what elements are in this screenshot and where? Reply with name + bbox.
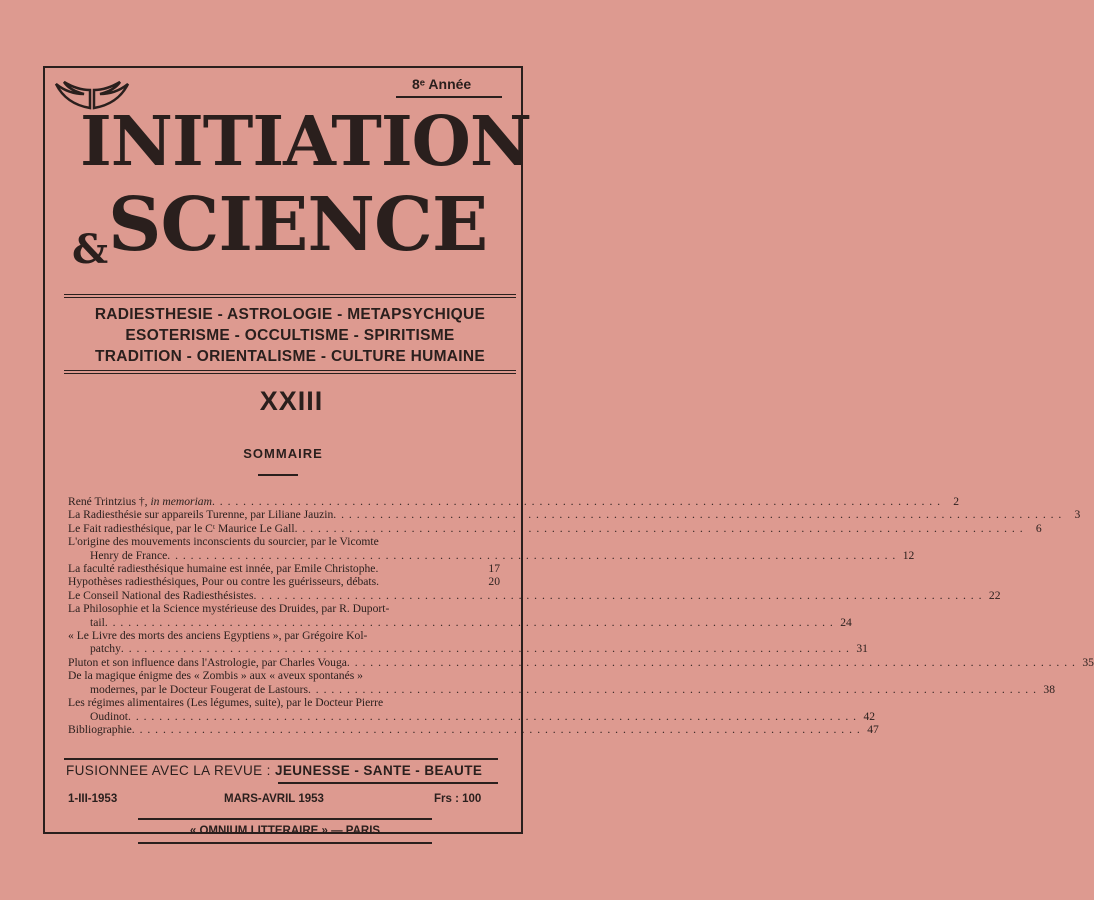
toc-page-number: 38 xyxy=(1043,682,1055,696)
contents-heading: SOMMAIRE xyxy=(243,446,323,461)
toc-entry[interactable] xyxy=(68,521,1042,535)
toc-page-number: 35 xyxy=(1082,655,1094,669)
toc-entry-title-line[interactable]: De la magique énigme des « Zombis » aux « aveux spontanés » xyxy=(68,669,363,683)
leader-dots xyxy=(308,683,1037,696)
toc-entry[interactable] xyxy=(68,722,879,736)
publisher-banner xyxy=(138,818,432,844)
subject-line: TRADITION - ORIENTALISME - CULTURE HUMAINE xyxy=(94,348,486,365)
toc-page-number: 6 xyxy=(1035,521,1042,535)
toc-entry-title-line[interactable]: L'origine des mouvements inconscients du sourcier, par le Vicomte xyxy=(68,535,379,549)
contents-heading-underline xyxy=(258,474,298,476)
leader-dots xyxy=(347,656,1076,669)
toc-entry[interactable] xyxy=(68,655,1094,669)
leader-dots xyxy=(295,522,1024,535)
toc-page-number: 12 xyxy=(902,548,915,562)
issue-date: 1-III-1953 xyxy=(68,793,118,805)
subject-line: ESOTERISME - OCCULTISME - SPIRITISME xyxy=(125,327,455,344)
toc-entry-title: Henry de France xyxy=(90,548,168,562)
leader-dots xyxy=(105,616,834,629)
toc-entry-title: René Trintzius †, xyxy=(68,495,151,508)
leader-dots xyxy=(212,495,941,508)
toc-entry[interactable] xyxy=(68,615,852,629)
divider-bottom xyxy=(64,370,516,374)
toc-entry[interactable] xyxy=(68,548,915,562)
leader-dots xyxy=(167,549,896,562)
masthead-title-line1: INITIATION xyxy=(80,102,532,182)
toc-entry-title-line[interactable]: « Le Livre des morts des anciens Egyptiens », par Grégoire Kol- xyxy=(68,629,368,643)
toc-entry[interactable] xyxy=(68,562,500,575)
toc-page-number: 2 xyxy=(953,495,959,508)
toc-page-number: 24 xyxy=(840,615,852,629)
toc-entry-title: Bibliographie xyxy=(68,722,132,736)
toc-entry-title-italic: in memoriam xyxy=(150,495,212,508)
edition-underline xyxy=(396,96,502,98)
toc-entry-title: modernes, par le Docteur Fougerat de Lastours xyxy=(90,682,308,696)
leader-dots xyxy=(128,710,857,723)
divider-top xyxy=(64,294,516,298)
toc-entry-title: Le Fait radiesthésique, par le Cᵗ Maurice Le Gall xyxy=(68,521,295,535)
leader-dots xyxy=(333,508,1062,521)
toc-entry[interactable] xyxy=(68,642,868,656)
merged-titles-underline xyxy=(278,782,498,784)
toc-entry[interactable] xyxy=(68,508,1081,522)
masthead-title-line2: SCIENCE xyxy=(108,182,488,268)
edition-year: 8ᵉ Année xyxy=(412,76,472,92)
table-of-contents xyxy=(68,495,1094,736)
toc-entry[interactable] xyxy=(68,682,1055,696)
toc-entry-title-line[interactable]: Les régimes alimentaires (Les légumes, suite), par le Docteur Pierre xyxy=(68,696,384,710)
toc-entry-title: Le Conseil National des Radiesthésistes xyxy=(68,588,254,602)
price: Frs : 100 xyxy=(434,793,482,805)
toc-entry-title: tail xyxy=(90,615,105,629)
toc-entry[interactable] xyxy=(68,495,959,508)
footer-divider xyxy=(64,758,498,760)
toc-entry[interactable] xyxy=(68,588,1001,602)
subject-line: RADIESTHESIE - ASTROLOGIE - METAPSYCHIQUE xyxy=(94,306,486,323)
toc-entry-title: La Radiesthésie sur appareils Turenne, par Liliane Jauzin xyxy=(68,508,334,522)
toc-entry-title-line[interactable]: La Philosophie et la Science mystérieuse des Druides, par R. Duport- xyxy=(68,602,390,616)
toc-entry-title: Pluton et son influence dans l'Astrologie, par Charles Vouga xyxy=(68,655,347,669)
toc-page-number: 17 xyxy=(488,562,500,576)
toc-page-number: 47 xyxy=(867,722,879,736)
publisher-name: « OMNIUM LITTERAIRE » — PARIS xyxy=(189,825,381,837)
toc-page-number: 20 xyxy=(488,575,500,589)
leader-dots xyxy=(132,723,861,736)
leader-dots xyxy=(121,642,850,655)
toc-page-number: 22 xyxy=(988,588,1001,602)
toc-page-number: 42 xyxy=(863,709,876,723)
issue-period: MARS-AVRIL 1953 xyxy=(224,793,324,805)
toc-entry-title: patchy xyxy=(90,642,121,656)
merged-titles: JEUNESSE - SANTE - BEAUTE xyxy=(274,763,483,778)
toc-page-number: 31 xyxy=(856,642,868,656)
toc-entry-title: Oudinot xyxy=(90,709,129,723)
leader-dots xyxy=(253,589,982,602)
merged-notice xyxy=(66,763,482,778)
masthead-ampersand: & xyxy=(72,226,109,273)
issue-number: XXIII xyxy=(259,386,324,416)
toc-entry-title: La faculté radiesthésique humaine est innée, par Emile Christophe. xyxy=(68,562,379,576)
toc-page-number: 3 xyxy=(1074,508,1081,522)
subject-list xyxy=(60,304,520,367)
toc-entry[interactable] xyxy=(68,575,500,588)
toc-entry-title: Hypothèses radiesthésiques, Pour ou contre les guérisseurs, débats. xyxy=(68,575,380,589)
toc-entry[interactable] xyxy=(68,709,876,723)
merged-label: FUSIONNEE AVEC LA REVUE : xyxy=(66,763,271,778)
